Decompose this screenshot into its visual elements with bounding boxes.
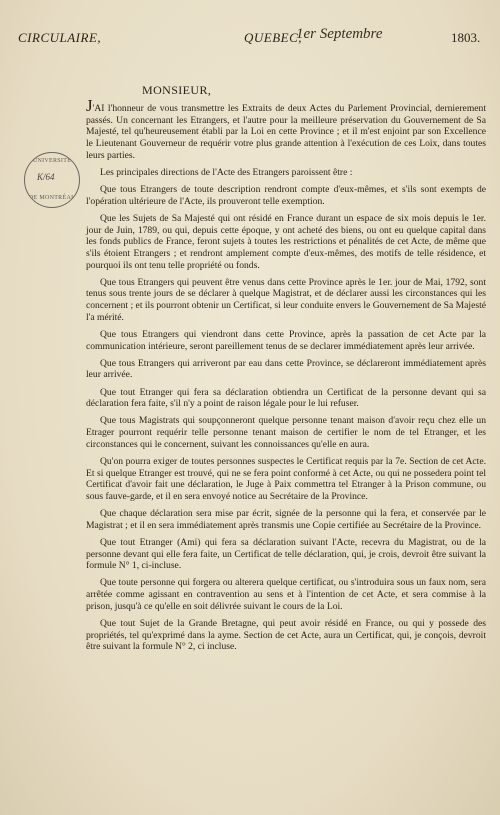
paragraph: Que tous Magistrats qui soupçonneront quelque personne tenant maison d'avoir reçu chez elle un Etrager pourront requérir telle personne tenant maison de certifier le nom de tel Etranger, et les circonstances qui le concernent, suivant les connoissances qu'elle en aura. <box>86 415 486 450</box>
stamp-top-text: UNIVERSITÉ <box>32 158 72 164</box>
document-header <box>0 26 500 52</box>
paragraph: Que tout Etranger (Ami) qui fera sa déclaration suivant l'Acte, recevra du Magistrat, ou de la personne devant qui elle fera faite, un Certificat de telle déclaration, qui, je crois, devroit être suivant la formule N° 1, ci-incluse. <box>86 536 486 572</box>
salutation: MONSIEUR, <box>142 83 212 97</box>
circular-label: CIRCULAIRE, <box>18 30 102 45</box>
paragraph: Que tous Etrangers de toute description rendront compte d'eux-mêmes, et s'ils sont exempts de l'opération ultérieure de l'Acte, ils prouveront telle exemption. <box>86 184 486 207</box>
stamp-shelf-mark: K/64 <box>37 172 55 182</box>
paragraph: Que tous Etrangers qui viendront dans cette Province, après la passation de cet Acte par la communication intérieure, seront pareillement tenus de se declarer immédiatement après leur arrivée. <box>86 328 486 352</box>
library-stamp <box>24 152 80 208</box>
paragraph: Que tout Etranger qui fera sa déclaration obtiendra un Certificat de la personne devant qui sa déclaration fera faite, s'il n'y a point de raison légale pour le lui refuser. <box>86 386 486 410</box>
paragraph: Que tous Etrangers qui arriveront par eau dans cette Province, se déclareront immédiatement après leur arrivée. <box>86 357 486 381</box>
handwritten-date: 1er Septembre <box>296 26 383 42</box>
stamp-bottom-text: DE MONTRÉAL <box>28 195 76 201</box>
year-label: 1803. <box>451 30 481 45</box>
paragraph: Les principales directions de l'Acte des Etrangers paroissent être : <box>100 166 353 178</box>
paragraph: Que les Sujets de Sa Majesté qui ont résidé en France durant un espace de six mois depuis le 1er. jour de Juin, 1789, ou qui, depuis cette époque, y ont acheté des biens, ou ont eu quelque capital dans les fonds publics de France, feront sujets à toutes les restrictions et pénalités de cet Acte, de même que s'ils étoient Etrangers ; et rendront amplement compte d'eux-mêmes, des motifs de telle résidence, et pourquoi ils ont tenu telle propriété ou fonds. <box>86 212 486 271</box>
letter-body <box>86 96 486 658</box>
paragraph: Qu'on pourra exiger de toutes personnes suspectes le Certificat requis par la 7e. Section de cet Acte. Et si quelque Etranger est trouvé, qui ne se fera point conformé à cet Acte, ou qui ne possedera point tel Certificat d'avoir fait une déclaration, le Juge à Paix commettra tel Etranger à la Prison commune, ou sous fauve-garde, et il en sera envoyé notice au Secrétaire de la Province. <box>86 455 486 502</box>
place-label: QUEBEC, <box>244 30 303 45</box>
paragraph: J'AI l'honneur de vous transmettre les Extraits de deux Actes du Parlement Provincial, dernierement passés. Un concernant les Etrangers, et l'autre pour la meilleure préservation du Gouvernement de Sa Majesté, tel qu'heureusement établi par la Loi en cette Province ; et il m'est enjoint par son Excellence le Lieutenant Gouverneur de requérir votre plus grande attention à l'exécution de ces Loix, dans toutes leurs parties. <box>86 96 486 161</box>
paragraph: Que chaque déclaration sera mise par écrit, signée de la personne qui la fera, et conservée par le Magistrat ; et il en sera immédiatement après transmis une Copie certifiée au Secrétaire de la Province. <box>86 508 486 531</box>
drop-cap: J <box>86 96 93 115</box>
paragraph: Que toute personne qui forgera ou alterera quelque certificat, ou s'introduira sous un faux nom, sera arrêtée comme agissant en contravention au sens et à l'intention de cet Acte, et sera commise à la prison, jusqu'à ce qu'elle en soit délivrée suivant le cours de la Loi. <box>86 577 486 612</box>
paragraph: Que tous Etrangers qui peuvent être venus dans cette Province après le 1er. jour de Mai, 1792, sont tenus sous trente jours de se déclarer à quelque Magistrat, et de déclarer aussi les circonstances qui les concernent ; et ils pourront obtenir un Certificat, si leur conduite envers le Gouvernement de Sa Majesté l'a mérité. <box>86 276 486 323</box>
paragraph: Que tout Sujet de la Grande Bretagne, qui peut avoir résidé en France, ou qui y possede des propriétés, tel qu'exprimé dans la ayme. Section de cet Acte, aura un Certificat, qui, je conçois, devroit être suivant la formule N° 2, ci incluse. <box>86 617 486 653</box>
